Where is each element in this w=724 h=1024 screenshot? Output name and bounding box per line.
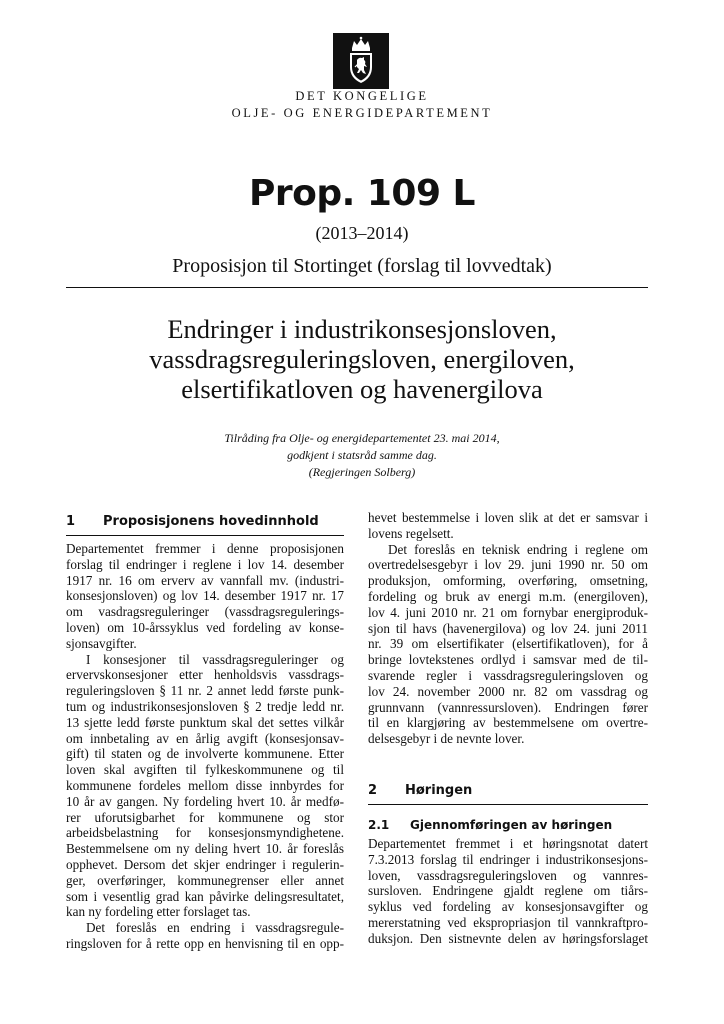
text-line: sursloven. Endringene gjaldt reglene om tiårs- [368, 883, 648, 899]
approval-line: Tilråding fra Olje- og energidepartementet 23. mai 2014, [224, 431, 500, 445]
text-line: loven, vassdragsreguleringsloven og vannres- [368, 867, 648, 883]
text-line: arbeidsbelastning for konsesjonsmyndighetene. [66, 825, 344, 841]
text-line: loven) om 10-årssyklus ved fordeling av konse- [66, 619, 344, 635]
session-years: (2013–2014) [315, 223, 409, 243]
department-name-line2: OLJE- OG ENERGIDEPARTEMENT [231, 106, 493, 120]
text-line: forslag til endringer i reglene i lov 14. desember [66, 556, 344, 572]
text-line: Det foreslås en endring i vassdragsregule- [86, 920, 344, 936]
section-2-heading [368, 783, 648, 801]
text-line: konsesjonsloven) og lov 14. desember 1917 nr. 17 [66, 588, 344, 604]
text-line: syklus ved fordeling av konsesjonsavgifter og [368, 899, 648, 915]
text-line: I konsesjoner til vassdragsreguleringer og [86, 651, 344, 667]
text-line: ringsloven for å rette opp en henvisning til en opp- [66, 935, 344, 951]
text-line: om vasdragsreguleringer (vassdragsregulerings- [66, 604, 344, 620]
text-line: overtredelsesgebyr i lov 29. juni 1990 nr. 50 om [368, 557, 648, 573]
section-title: Høringen [405, 783, 473, 798]
text-line: delsesgebyr i de nevnte lover. [368, 731, 525, 747]
text-line: nr. 39 om elsertifikater (elsertifikatloven), for å [368, 636, 648, 652]
text-line: reguleringsloven § 11 nr. 2 annet ledd første punk- [66, 683, 344, 699]
text-line: lov 24. november 2000 nr. 82 om vassdrag og [368, 683, 648, 699]
text-line: som i vesentlig grad kan påvirke delingsresultatet, [66, 888, 344, 904]
text-line: 10 år av gangen. Ny fordeling hvert 10. år medfø- [66, 793, 344, 809]
text-line: Det foreslås en teknisk endring i reglene om [388, 541, 648, 557]
text-line: Departementet fremmer i denne proposisjonen [66, 541, 344, 556]
proposition-number: Prop. 109 L [249, 173, 475, 214]
text-line: duksjon. Den sistnevnte delen av høringsforslaget [368, 930, 648, 946]
text-line: sjon til havs (havenergilova) og lov 24. juni 2011 [368, 620, 648, 636]
text-line: 7.3.2013 forslag til endringer i industrikonsesjons- [368, 851, 648, 867]
section-number: 2.1 [368, 818, 390, 832]
left-column-text [66, 541, 344, 952]
right-column-text [368, 510, 648, 747]
subject-line: Endringer i industrikonsesjonsloven, [167, 314, 557, 344]
section-number: 1 [66, 514, 76, 529]
text-line: tum og industrikonsesjonsloven § 2 tredje ledd nr. [66, 698, 344, 714]
text-line: grunnvann (vannressursloven). Endringen fører [368, 699, 648, 715]
text-line: ervervskonsesjoner etter henholdsvis vassdrags- [66, 667, 344, 683]
section-title: Gjennomføringen av høringen [410, 818, 613, 832]
text-line: lovens regelsett. [368, 525, 454, 541]
text-line: sjonsavgifter. [66, 635, 137, 651]
section-2-1-heading [368, 818, 648, 836]
text-line: opphevet. Dersom det skjer endringer i regulerin- [66, 856, 344, 872]
title-divider [66, 287, 648, 288]
approval-line: (Regjeringen Solberg) [308, 465, 416, 479]
section-2-rule [368, 804, 648, 805]
text-line: kommunene fordeles mellom disse innbyrdes for [66, 777, 344, 793]
section-number: 2 [368, 783, 378, 798]
department-name-line1: DET KONGELIGE [295, 89, 429, 103]
subject-line: elsertifikatloven og havenergilova [181, 374, 543, 404]
text-line: lov 4. juni 2010 nr. 21 om fornybar energiproduk- [368, 604, 648, 620]
text-line: loven skal avgiften til fylkeskommunene og til [66, 762, 344, 778]
text-line: kan ny fordeling etter forslaget tas. [66, 904, 251, 920]
text-line: rer uforutsigbarhet for kommunene og stor [66, 809, 344, 825]
section-1-heading [66, 514, 344, 532]
proposition-type: Proposisjon til Stortinget (forslag til lovvedtak) [172, 255, 552, 277]
text-line: bringe lovtekstenes ordlyd i samsvar med de til- [368, 652, 648, 668]
right-column-text-hearing [368, 836, 648, 947]
text-line: mererstatning ved ekspropriasjon til vannkraftpro- [368, 914, 648, 930]
coat-of-arms-logo [333, 33, 389, 89]
approval-line: godkjent i statsråd samme dag. [287, 448, 437, 462]
text-line: produksjon, omforming, overføring, omsetning, [368, 573, 648, 589]
text-line: 1917 nr. 16 om erverv av vannfall mv. (industri- [66, 572, 344, 588]
text-line: hevet bestemmelse i loven slik at det er samsvar i [368, 510, 648, 525]
text-line: fordeling og bruk av energi m.m. (energiloven), [368, 588, 648, 604]
text-line: Bestemmelsene om ny deling hvert 10. år foreslås [66, 841, 344, 857]
text-line: ger, overføringer, kommunegrenser eller annet [66, 872, 344, 888]
section-1-rule [66, 535, 344, 536]
text-line: om innbetaling av en årlig avgift (konsesjonsav- [66, 730, 344, 746]
subject-line: vassdragsreguleringsloven, energiloven, [149, 344, 575, 374]
text-line: Departementet fremmet i et høringsnotat datert [368, 836, 648, 851]
coat-of-arms-icon [333, 33, 389, 89]
text-line: til en klargjøring av bestemmelsene om overtre- [368, 715, 648, 731]
text-line: gift) til staten og de involverte kommunene. Etter [66, 746, 344, 762]
section-title: Proposisjonens hovedinnhold [103, 514, 319, 529]
text-line: 13 sjette ledd første punktum skal det settes vilkår [66, 714, 344, 730]
text-line: svarende regler i vassdragsreguleringsloven og [368, 667, 648, 683]
